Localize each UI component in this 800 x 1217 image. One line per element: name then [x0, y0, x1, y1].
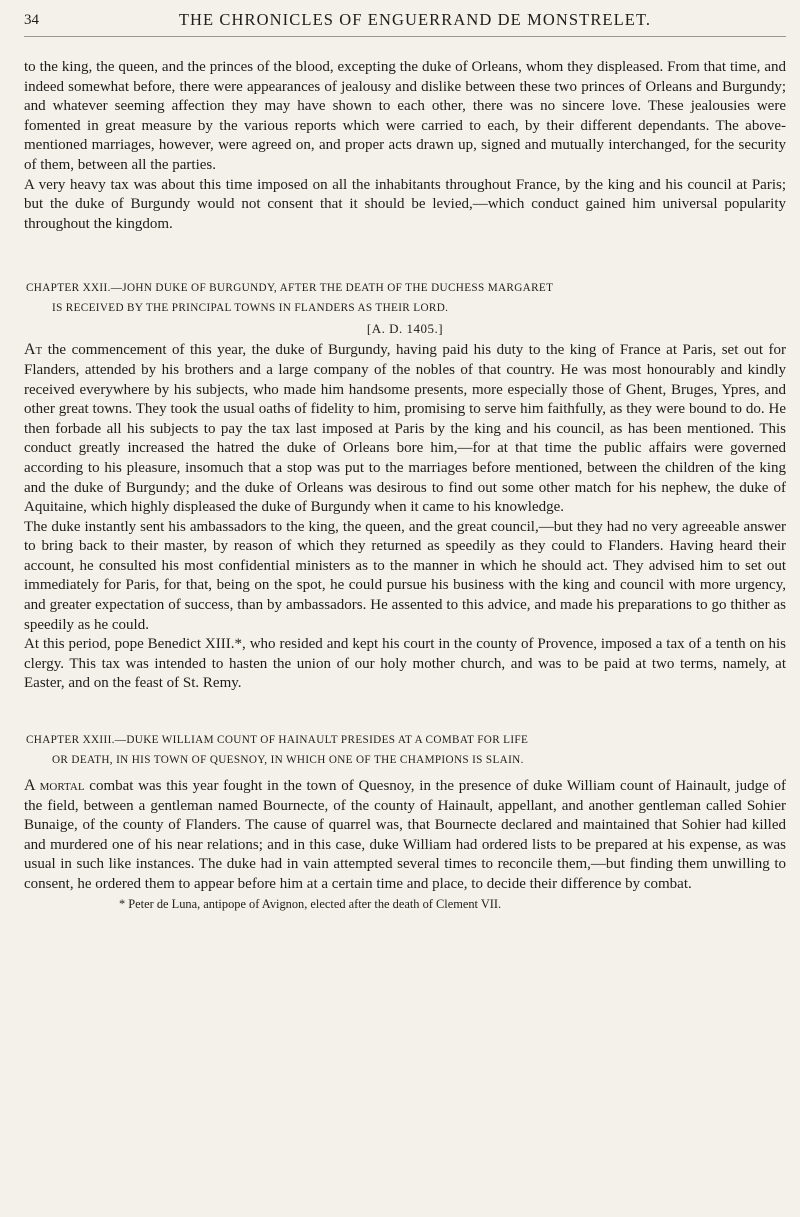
paragraph: At this period, pope Benedict XIII.*, who resided and kept his court in the county of Provence, imposed a tax of a tenth on his clergy. This tax was intended to hasten the union of our holy mother church, and was to be paid at two terms, namely, at Easter, and on the feast of St. Remy.: [24, 636, 786, 692]
page-number: 34: [24, 12, 39, 28]
chapter-heading: [24, 730, 786, 770]
chapter-heading-line: IS RECEIVED BY THE PRINCIPAL TOWNS IN FLANDERS AS THEIR LORD.: [52, 302, 449, 315]
paragraph-text: combat was this year fought in the town of Quesnoy, in the presence of duke William count of Hainault, judge of the field, between a gentleman named Bournecte, of the county of Hainault, appellant, and another gentleman called Sohier Bunaige, of the county of Flanders. The cause of quarrel was, that Bournecte declared and maintained that Sohier had killed and murdered one of his near relations; and in this case, duke William had ordered lists to be prepared at his expense, as was usual in such like instances. The duke had in vain attempted several times to reconcile them,—but finding them unwilling to consent, he ordered them to appear before him at a certain time and place, to decide their difference by combat.: [24, 778, 786, 892]
running-header: [24, 6, 786, 37]
opening-word: A mortal: [24, 777, 85, 795]
book-page: [24, 0, 786, 1217]
spacer: [24, 234, 786, 278]
chapter-heading-line: CHAPTER XXII.—JOHN DUKE OF BURGUNDY, AFTER THE DEATH OF THE DUCHESS MARGARET: [26, 282, 554, 295]
running-title: THE CHRONICLES OF ENGUERRAND DE MONSTRELET.: [178, 10, 652, 29]
chapter-year: [A. D. 1405.]: [366, 321, 444, 337]
chapter-heading: [24, 278, 786, 318]
opening-word: At: [24, 341, 43, 359]
paragraph: [24, 340, 786, 517]
paragraph: [24, 776, 786, 895]
page-content: [24, 58, 786, 912]
footnote: * Peter de Luna, antipope of Avignon, elected after the death of Clement VII.: [119, 896, 502, 911]
paragraph: to the king, the queen, and the princes of the blood, excepting the duke of Orleans, whom they displeased. From that time, and indeed somewhat before, there were appearances of jealousy and dislike between these two princes of Orleans and Burgundy; and whatever seeming affection they may have shown to each other, there was no sincere love. These jealousies were fomented in great measure by the various reports which were carried to each, by their different dependants. The above-mentioned marriages, however, were agreed on, and proper acts drawn up, signed and mutually interchanged, for the security of them, between all the parties.: [24, 59, 786, 173]
paragraph: The duke instantly sent his ambassadors to the king, the queen, and the great council,—but they had no very agreeable answer to bring back to their master, by reason of which they returned as speedily as they could to Flanders. Having heard their account, he consulted his most confidential ministers as to the manner in which he should act. They advised him to set out immediately for Paris, for that, being on the spot, he could pursue his business with the king and council with more urgency, and greater expectation of success, than by ambassadors. He assented to this advice, and made his preparations to go thither as speedily as he could.: [24, 518, 786, 633]
chapter-heading-line: OR DEATH, IN HIS TOWN OF QUESNOY, IN WHICH ONE OF THE CHAMPIONS IS SLAIN.: [52, 754, 524, 767]
chapter-heading-line: CHAPTER XXIII.—DUKE WILLIAM COUNT OF HAINAULT PRESIDES AT A COMBAT FOR LIFE: [26, 734, 529, 747]
paragraph-text: the commencement of this year, the duke of Burgundy, having paid his duty to the king of France at Paris, set out for Flanders, attended by his brothers and a large company of the nobles of that country. He was most honourably and kindly received everywhere by his subjects, who made him handsome presents, more especially those of Ghent, Bruges, Ypres, and other great towns. They took the usual oaths of fidelity to him, promising to serve him faithfully, as they were bound to do. He then forbade all his subjects to pay the tax last imposed at Paris by the king and his council, as has been mentioned. This conduct greatly increased the hatred the duke of Orleans bore him,—for at that time the public affairs were governed according to his pleasure, insomuch that a stop was put to the marriages before mentioned, between the children of the king and the duke of Burgundy; and the duke of Orleans was desirous to find out some other match for his nephew, the duke of Aquitaine, which highly displeased the duke of Burgundy when it came to his knowledge.: [24, 342, 786, 516]
paragraph: A very heavy tax was about this time imposed on all the inhabitants throughout France, by the king and his council at Paris; but the duke of Burgundy would not consent that it should be levied,—which conduct gained him universal popularity throughout the kingdom.: [24, 176, 786, 232]
spacer: [24, 694, 786, 730]
